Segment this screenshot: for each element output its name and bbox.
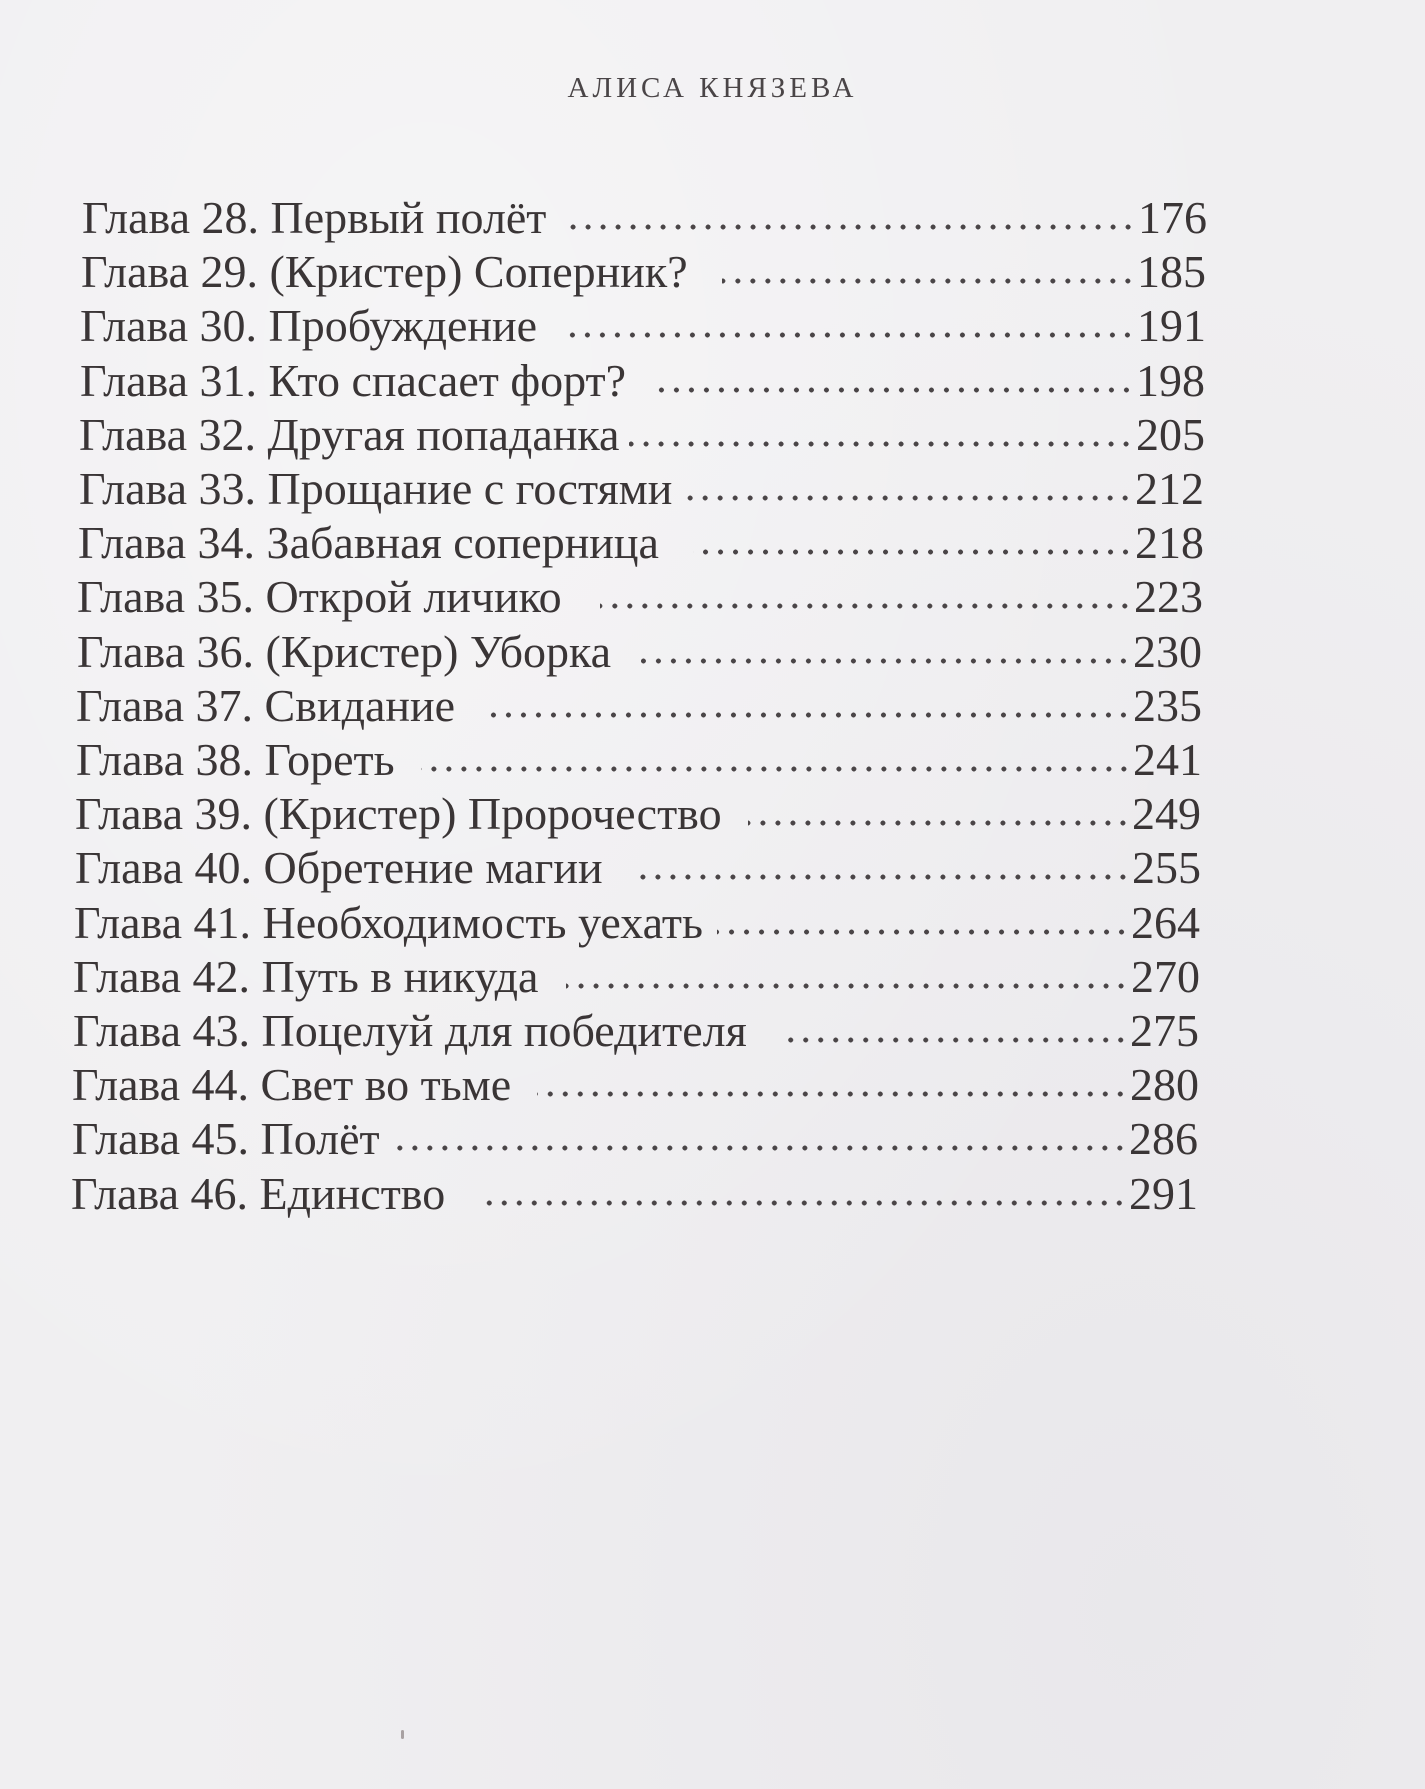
toc-entry [72, 1057, 1199, 1113]
toc-entry [71, 1166, 1198, 1222]
dot-leader [650, 385, 1134, 395]
toc-page-number: 270 [1131, 950, 1200, 1002]
toc-chapter-title: Кто спасает форт? [268, 354, 627, 406]
toc-entry-title [80, 298, 561, 354]
dot-leader [600, 601, 1132, 611]
toc-entry-title [80, 353, 650, 409]
toc-entry-title [77, 624, 641, 680]
toc-entry-title [82, 190, 566, 246]
toc-entry [75, 786, 1201, 842]
toc-entry [79, 461, 1204, 517]
running-head-author: АЛИСА КНЯЗЕВА [567, 72, 858, 104]
toc-chapter-title: Забавная соперница [266, 517, 659, 569]
toc-chapter-title: (Кристер) Соперник? [269, 246, 688, 298]
toc-page-number: 249 [1132, 788, 1201, 840]
toc-page-number: 291 [1129, 1167, 1198, 1219]
toc-chapter-number: Глава 37. [76, 679, 254, 731]
toc-entry [79, 407, 1205, 463]
toc-entry [77, 569, 1203, 625]
toc-chapter-title: Путь в никуда [261, 950, 539, 1002]
dot-leader [421, 764, 1131, 774]
toc-entry [82, 190, 1207, 246]
toc-chapter-number: Глава 34. [78, 517, 256, 569]
dot-leader [641, 656, 1131, 666]
toc-entry-title [75, 840, 633, 896]
toc-entry [78, 515, 1204, 571]
toc-entry-title [75, 786, 748, 842]
dot-leader [566, 222, 1136, 232]
dot-leader [537, 1089, 1128, 1099]
toc-entry [81, 244, 1206, 300]
toc-entry-title [73, 949, 566, 1005]
toc-entry [80, 353, 1205, 409]
toc-chapter-title: (Кристер) Уборка [265, 625, 612, 677]
toc-entry [76, 678, 1202, 734]
toc-entry [72, 1111, 1198, 1167]
toc-chapter-title: Свидание [264, 679, 456, 731]
toc-entry [75, 840, 1201, 896]
toc-entry-title [76, 732, 421, 788]
toc-entry-title [71, 1166, 483, 1222]
toc-chapter-number: Глава 28. [82, 192, 260, 243]
toc-page-number: 255 [1132, 842, 1201, 894]
toc-page-number: 212 [1135, 463, 1204, 514]
toc-chapter-title: Первый полёт [270, 192, 547, 243]
toc-entry [74, 895, 1200, 951]
dot-leader [781, 1035, 1128, 1045]
toc-chapter-number: Глава 42. [73, 950, 251, 1002]
toc-entry [73, 1003, 1199, 1059]
toc-entry-title [73, 1003, 781, 1059]
toc-chapter-number: Глава 43. [73, 1005, 251, 1056]
dot-leader [722, 276, 1135, 286]
toc-entry-title [74, 895, 717, 951]
dot-leader [633, 872, 1130, 882]
toc-page-number: 176 [1138, 192, 1207, 243]
toc-chapter-number: Глава 38. [76, 734, 254, 785]
toc-entry [80, 298, 1206, 354]
toc-page-number: 286 [1129, 1113, 1198, 1165]
toc-page-number: 198 [1136, 354, 1205, 406]
toc-chapter-number: Глава 32. [79, 408, 257, 460]
toc-chapter-number: Глава 30. [80, 300, 258, 352]
toc-page-number: 264 [1131, 896, 1200, 948]
toc-page-number: 205 [1136, 408, 1205, 460]
dot-leader [748, 818, 1130, 828]
dot-leader [561, 330, 1135, 340]
toc-chapter-title: Пробуждение [268, 300, 538, 352]
paper-speck [401, 1730, 404, 1739]
dot-leader [717, 927, 1129, 937]
toc-chapter-title: Единство [259, 1167, 446, 1219]
toc-entry-title [72, 1057, 537, 1113]
toc-page-number: 275 [1130, 1005, 1199, 1056]
toc-chapter-title: Гореть [264, 734, 395, 785]
toc-chapter-number: Глава 41. [74, 896, 252, 948]
toc-entry-title [78, 515, 693, 571]
toc-page-number: 191 [1137, 300, 1206, 352]
toc-chapter-title: Обретение магии [263, 842, 603, 894]
toc-entry-title [79, 461, 684, 517]
toc-chapter-title: Поцелуй для победителя [261, 1005, 747, 1056]
toc-page-number: 241 [1133, 734, 1202, 785]
toc-entry [76, 732, 1202, 788]
toc-entry-title [72, 1111, 390, 1167]
toc-chapter-number: Глава 36. [77, 625, 255, 677]
toc-chapter-number: Глава 40. [75, 842, 253, 894]
toc-chapter-title: Прощание с гостями [267, 463, 673, 514]
toc-entry-title [79, 407, 629, 463]
toc-chapter-number: Глава 31. [80, 354, 258, 406]
toc-chapter-number: Глава 44. [72, 1059, 250, 1111]
toc-entry-title [76, 678, 481, 734]
toc-chapter-title: Полёт [260, 1113, 380, 1165]
toc-chapter-title: Открой личико [265, 571, 562, 623]
toc-chapter-number: Глава 29. [81, 246, 259, 298]
toc-page-number: 280 [1130, 1059, 1199, 1111]
toc-chapter-title: Необходимость уехать [262, 896, 703, 948]
dot-leader [481, 710, 1131, 720]
dot-leader [693, 547, 1133, 557]
toc-entry [77, 624, 1202, 680]
toc-chapter-number: Глава 35. [77, 571, 255, 623]
toc-page-number: 223 [1134, 571, 1203, 623]
toc-chapter-number: Глава 39. [75, 788, 253, 840]
toc-entry-title [77, 569, 600, 625]
toc-entry [73, 949, 1200, 1005]
toc-chapter-number: Глава 46. [71, 1167, 249, 1219]
toc-page-number: 230 [1133, 625, 1202, 677]
toc-page-number: 235 [1133, 679, 1202, 731]
toc-chapter-number: Глава 33. [79, 463, 257, 514]
toc-page-number: 185 [1137, 246, 1206, 298]
dot-leader [629, 439, 1134, 449]
toc-chapter-title: Свет во тьме [260, 1059, 512, 1111]
dot-leader [684, 493, 1133, 503]
toc-chapter-title: (Кристер) Пророчество [263, 788, 722, 840]
dot-leader [390, 1143, 1127, 1153]
dot-leader [566, 981, 1129, 991]
toc-page-number: 218 [1135, 517, 1204, 569]
toc-chapter-number: Глава 45. [72, 1113, 250, 1165]
dot-leader [483, 1198, 1127, 1208]
toc-chapter-title: Другая попаданка [267, 408, 620, 460]
toc-entry-title [81, 244, 722, 300]
